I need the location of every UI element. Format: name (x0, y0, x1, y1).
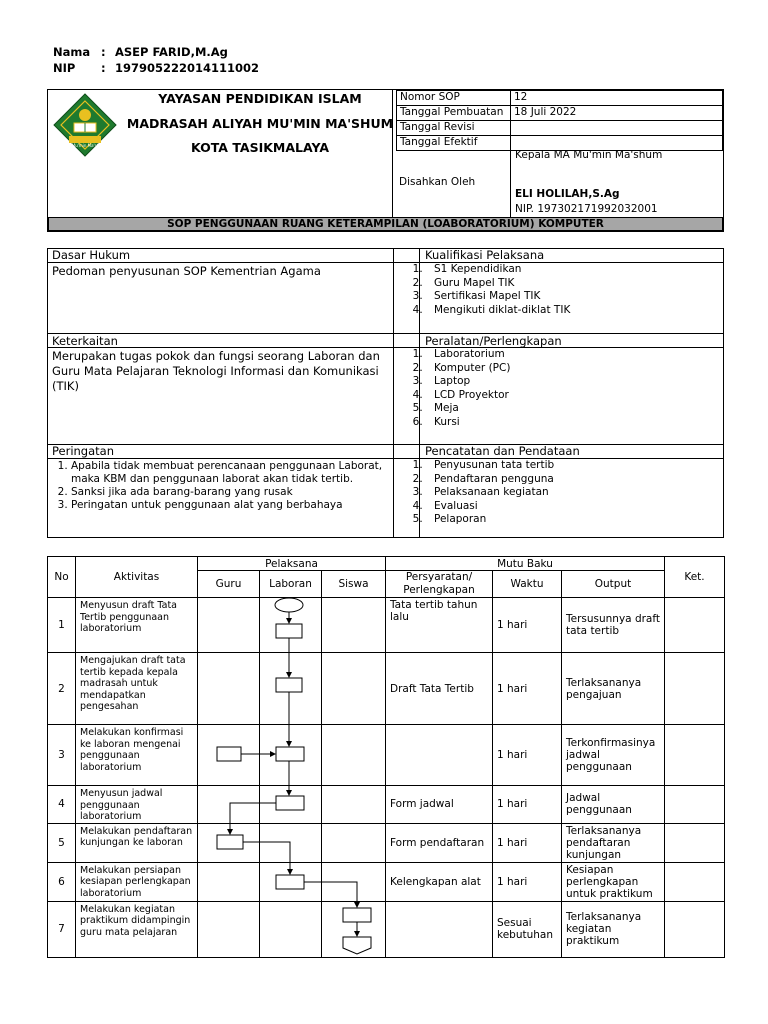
sop-meta-table (396, 90, 723, 151)
meta-divider (510, 146, 511, 217)
meta-nomor-label: Nomor SOP (397, 91, 511, 106)
dasar-hukum-label: Dasar Hukum (52, 248, 131, 262)
row-ket (665, 725, 725, 786)
hline-d (47, 444, 724, 445)
meta-revisi-value (511, 121, 723, 136)
nip-value: 197905222014111002 (115, 61, 260, 75)
logo-caption: MA Mu'min Ma'shum (64, 143, 106, 148)
peringatan-list (52, 460, 389, 512)
row-aktivitas: Menyusun draft Tata Tertib penggunaan laboratorium (76, 598, 198, 653)
row-waktu: 1 hari (493, 725, 562, 786)
row-output: Terkonfirmasinya jadwal penggunaan (562, 725, 665, 786)
table-row (48, 862, 725, 901)
row-output: Tersusunnya draft tata tertib (562, 598, 665, 653)
peralatan-item: 5. Meja (426, 402, 726, 416)
meta-kepala-name: ELI HOLILAH,S.Ag (515, 188, 620, 200)
row-ket (665, 786, 725, 824)
peralatan-label: Peralatan/Perlengkapan (425, 334, 562, 348)
name-colon: : (101, 45, 106, 59)
row-persyaratan: Draft Tata Tertib (386, 653, 493, 725)
nip-colon: : (101, 61, 106, 75)
row-no: 3 (48, 725, 76, 786)
header-line-2: MADRASAH ALIYAH MU'MIN MA'SHUM (126, 116, 394, 131)
col-mutu-baku: Mutu Baku (386, 557, 665, 571)
row-waktu: 1 hari (493, 598, 562, 653)
peralatan-list (404, 348, 726, 429)
row-no: 2 (48, 653, 76, 725)
pencatatan-label: Pencatatan dan Pendataan (425, 444, 580, 458)
pencatatan-item: 1. Penyusunan tata tertib (426, 459, 726, 473)
col-guru: Guru (198, 571, 260, 598)
row-waktu: 1 hari (493, 823, 562, 862)
row-aktivitas: Melakukan kegiatan praktikum didampingin guru mata pelajaran (76, 901, 198, 957)
row-aktivitas: Melakukan persiapan kesiapan perlengkapan laboratorium (76, 862, 198, 901)
table-row (48, 901, 725, 957)
row-persyaratan: Form jadwal (386, 786, 493, 824)
meta-revisi-label: Tanggal Revisi (397, 121, 511, 136)
pencatatan-item: 2. Pendaftaran pengguna (426, 473, 726, 487)
pencatatan-item: 4. Evaluasi (426, 500, 726, 514)
peringatan-item: 1. Apabila tidak membuat perencanaan penggunaan Laborat, maka KBM dan penggunaan laborat akan tidak tertib. (71, 460, 389, 486)
meta-nomor-value: 12 (511, 91, 723, 106)
header-line-1: YAYASAN PENDIDIKAN ISLAM (158, 91, 362, 106)
peralatan-item: 1. Laboratorium (426, 348, 726, 362)
keterkaitan-label: Keterkaitan (52, 334, 118, 348)
name-row (53, 45, 228, 59)
row-ket (665, 653, 725, 725)
row-output: Kesiapan perlengkapan untuk praktikum (562, 862, 665, 901)
col-ket: Ket. (665, 557, 725, 598)
meta-kepala-title: Kepala MA Mu'min Ma'shum (515, 149, 663, 161)
col-no: No (48, 557, 76, 598)
name-value: ASEP FARID,M.Ag (115, 45, 228, 59)
row-ket (665, 862, 725, 901)
col-siswa: Siswa (322, 571, 386, 598)
row-persyaratan: Form pendaftaran (386, 823, 493, 862)
kualifikasi-item: 4. Mengikuti diklat-diklat TIK (426, 304, 726, 318)
sop-flow-table (47, 556, 725, 958)
meta-pembuatan-label: Tanggal Pembuatan (397, 106, 511, 121)
peralatan-item: 2. Komputer (PC) (426, 362, 726, 376)
name-label: Nama (53, 45, 91, 59)
meta-disahkan-label: Disahkan Oleh (399, 176, 476, 188)
row-persyaratan (386, 725, 493, 786)
row-no: 4 (48, 786, 76, 824)
table-row (48, 823, 725, 862)
col-aktivitas: Aktivitas (76, 557, 198, 598)
row-output: Jadwal penggunaan (562, 786, 665, 824)
peringatan-item: 2. Sanksi jika ada barang-barang yang rusak (71, 486, 389, 499)
nip-label: NIP (53, 61, 76, 75)
kualifikasi-label: Kualifikasi Pelaksana (425, 248, 545, 262)
row-waktu: Sesuai kebutuhan (493, 901, 562, 957)
row-ket (665, 598, 725, 653)
keterkaitan-text: Merupakan tugas pokok dan fungsi seorang Laboran dan Guru Mata Pelajaran Teknologi Informasi dan Komunikasi (TIK) (52, 349, 380, 393)
col-output: Output (562, 571, 665, 598)
row-waktu: 1 hari (493, 653, 562, 725)
kualifikasi-item: 2. Guru Mapel TIK (426, 277, 726, 291)
hline-b (47, 333, 724, 334)
col-pelaksana: Pelaksana (198, 557, 386, 571)
peralatan-item: 4. LCD Proyektor (426, 389, 726, 403)
peralatan-item: 6. Kursi (426, 416, 726, 430)
row-ket (665, 823, 725, 862)
row-waktu: 1 hari (493, 862, 562, 901)
row-output: Terlaksananya pengajuan (562, 653, 665, 725)
dasar-hukum-text: Pedoman penyusunan SOP Kementrian Agama (52, 264, 321, 278)
meta-efektif-label: Tanggal Efektif (397, 136, 511, 151)
row-aktivitas: Melakukan konfirmasi ke laboran mengenai penggunaan laboratorium (76, 725, 198, 786)
sop-title-bar: SOP PENGGUNAAN RUANG KETERAMPILAN (LOABORATORIUM) KOMPUTER (48, 217, 723, 231)
col-laboran: Laboran (260, 571, 322, 598)
row-output: Terlaksananya kegiatan praktikum (562, 901, 665, 957)
pencatatan-item: 5. Pelaporan (426, 513, 726, 527)
peringatan-label: Peringatan (52, 444, 115, 458)
header-line-3: KOTA TASIKMALAYA (191, 140, 329, 155)
row-output: Terlaksananya pendaftaran kunjungan (562, 823, 665, 862)
table-row (48, 598, 725, 653)
pencatatan-item: 3. Pelaksanaan kegiatan (426, 486, 726, 500)
row-persyaratan: Kelengkapan alat (386, 862, 493, 901)
row-no: 1 (48, 598, 76, 653)
row-persyaratan (386, 901, 493, 957)
col-persyaratan: Persyaratan/ Perlengkapan (386, 571, 493, 598)
row-waktu: 1 hari (493, 786, 562, 824)
row-aktivitas: Melakukan pendaftaran kunjungan ke laboran (76, 823, 198, 862)
pencatatan-list (404, 459, 726, 527)
peringatan-item: 3. Peringatan untuk penggunaan alat yang berbahaya (71, 499, 389, 512)
row-no: 6 (48, 862, 76, 901)
table-row (48, 653, 725, 725)
row-no: 7 (48, 901, 76, 957)
table-row (48, 786, 725, 824)
row-aktivitas: Menyusun jadwal penggunaan laboratorium (76, 786, 198, 824)
row-persyaratan: Tata tertib tahun lalu (386, 598, 493, 653)
meta-pembuatan-value: 18 Juli 2022 (511, 106, 723, 121)
table-row (48, 725, 725, 786)
nip-row (53, 61, 259, 75)
row-no: 5 (48, 823, 76, 862)
kualifikasi-list (404, 263, 726, 317)
col-waktu: Waktu (493, 571, 562, 598)
peralatan-item: 3. Laptop (426, 375, 726, 389)
kualifikasi-item: 3. Sertifikasi Mapel TIK (426, 290, 726, 304)
meta-kepala-nip: NIP. 197302171992032001 (515, 203, 658, 215)
kualifikasi-item: 1. S1 Kependidikan (426, 263, 726, 277)
row-aktivitas: Mengajukan draft tata tertib kepada kepala madrasah untuk mendapatkan pengesahan (76, 653, 198, 725)
row-ket (665, 901, 725, 957)
